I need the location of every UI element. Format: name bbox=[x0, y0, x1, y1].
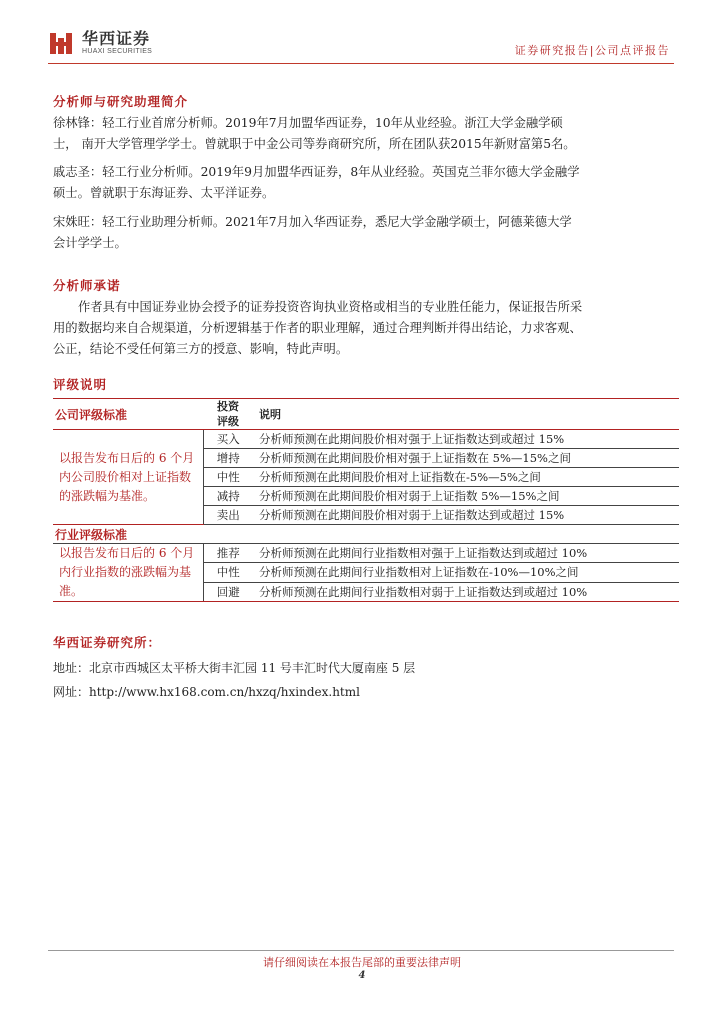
rating-description: 分析师预测在此期间股价相对上证指数在-5%—5%之间 bbox=[253, 468, 679, 487]
rating-description: 分析师预测在此期间行业指数相对上证指数在-10%—10%之间 bbox=[253, 563, 679, 582]
rating-table bbox=[53, 398, 679, 602]
rating-value: 回避 bbox=[203, 582, 253, 601]
rating-section-title: 评级说明 bbox=[53, 377, 108, 392]
analyst-bio bbox=[53, 113, 673, 155]
investment-rating-header bbox=[203, 399, 253, 430]
commitment-line: 作者具有中国证券业协会授予的证券投资咨询执业资格或相当的专业胜任能力，保证报告所采 bbox=[78, 300, 583, 314]
report-type: 证券研究报告|公司点评报告 bbox=[514, 44, 670, 57]
bio-line: 徐林锋：轻工行业首席分析师。2019年7月加盟华西证券，10年从业经验。浙江大学金融学硕 bbox=[53, 116, 563, 130]
rating-value: 推荐 bbox=[203, 544, 253, 563]
bio-line: 宋姝旺：轻工行业助理分析师。2021年7月加入华西证券，悉尼大学金融学硕士，阿德莱德大学 bbox=[53, 215, 572, 229]
page-number: 4 bbox=[358, 970, 366, 981]
company-basis-text: 以报告发布日后的 6 个月内公司股价相对上证指数的涨跌幅为基准。 bbox=[53, 430, 203, 525]
rating-value: 中性 bbox=[203, 563, 253, 582]
analyst-bio bbox=[53, 162, 673, 204]
industry-standard-row bbox=[53, 525, 679, 544]
analyst-bio bbox=[53, 212, 673, 254]
logo-cn-text: 华西证券 bbox=[82, 29, 151, 48]
commitment-line: 公正，结论不受任何第三方的授意、影响，特此声明。 bbox=[53, 342, 349, 356]
bio-line: 士， 南开大学管理学学士。曾就职于中金公司等券商研究所，所在团队获2015年新财富第5名。 bbox=[53, 137, 576, 151]
rating-description: 分析师预测在此期间股价相对强于上证指数达到或超过 15% bbox=[253, 430, 679, 449]
commitment-section-title: 分析师承诺 bbox=[53, 278, 121, 293]
rating-value: 买入 bbox=[203, 430, 253, 449]
bio-line: 会计学学士。 bbox=[53, 236, 127, 250]
institute-address: 地址：北京市西城区太平桥大街丰汇园 11 号丰汇时代大厦南座 5 层 bbox=[53, 661, 416, 675]
commitment-paragraph bbox=[53, 297, 673, 360]
rating-description: 分析师预测在此期间股价相对弱于上证指数 5%—15%之间 bbox=[253, 487, 679, 506]
institute-website[interactable]: 网址：http://www.hx168.com.cn/hxzq/hxindex.html bbox=[53, 685, 360, 699]
rating-description: 分析师预测在此期间行业指数相对弱于上证指数达到或超过 10% bbox=[253, 582, 679, 601]
analysts-section-title: 分析师与研究助理简介 bbox=[53, 94, 189, 109]
rating-value: 卖出 bbox=[203, 506, 253, 525]
table-header-row bbox=[53, 399, 679, 430]
table-row bbox=[53, 544, 679, 563]
description-header: 说明 bbox=[253, 399, 679, 430]
company-standard-header: 公司评级标准 bbox=[53, 399, 203, 430]
rating-value: 中性 bbox=[203, 468, 253, 487]
rating-value: 增持 bbox=[203, 449, 253, 468]
industry-standard-header: 行业评级标准 bbox=[53, 525, 679, 544]
logo-en-text: HUAXI SECURITIES bbox=[82, 48, 153, 55]
rating-description: 分析师预测在此期间股价相对强于上证指数在 5%—15%之间 bbox=[253, 449, 679, 468]
institute-title: 华西证券研究所： bbox=[53, 635, 162, 650]
rating-description: 分析师预测在此期间行业指数相对强于上证指数达到或超过 10% bbox=[253, 544, 679, 563]
table-row bbox=[53, 430, 679, 449]
rating-value: 减持 bbox=[203, 487, 253, 506]
huaxi-logo-icon bbox=[48, 30, 74, 56]
investment-rating-label: 投资评级 bbox=[217, 400, 239, 428]
bio-line: 戚志圣：轻工行业分析师。2019年9月加盟华西证券，8年从业经验。英国克兰菲尔德大学金融学 bbox=[53, 165, 580, 179]
footer-disclaimer: 请仔细阅读在本报告尾部的重要法律声明 bbox=[263, 956, 461, 969]
bio-line: 硕士。曾就职于东海证券、太平洋证券。 bbox=[53, 186, 275, 200]
page-header bbox=[0, 0, 724, 72]
header-divider bbox=[48, 63, 674, 64]
rating-description: 分析师预测在此期间股价相对弱于上证指数达到或超过 15% bbox=[253, 506, 679, 525]
industry-basis-text: 以报告发布日后的 6 个月内行业指数的涨跌幅为基准。 bbox=[53, 544, 203, 602]
commitment-line: 用的数据均来自合规渠道，分析逻辑基于作者的职业理解，通过合理判断并得出结论，力求客观、 bbox=[53, 321, 582, 335]
company-logo bbox=[48, 30, 152, 56]
footer-divider bbox=[48, 950, 674, 951]
